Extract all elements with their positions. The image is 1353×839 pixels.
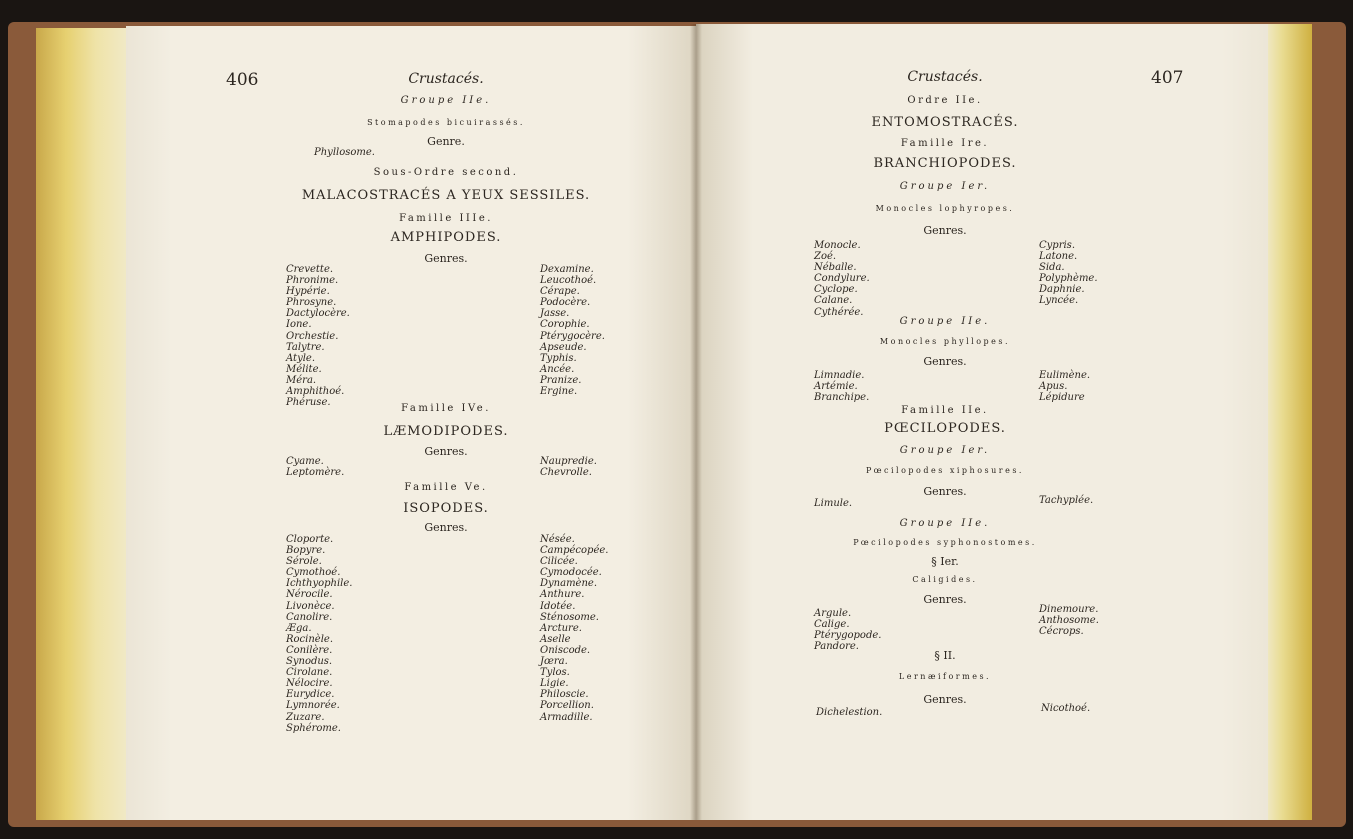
genus-list-right (540, 264, 605, 397)
subgroup-heading: Stomapodes bicuirassés. (367, 118, 525, 127)
list-item: Ptérygopode. (814, 630, 882, 642)
list-item: Ligie. (540, 678, 569, 690)
list-item: Lépidure (1039, 392, 1085, 404)
list-item: Cyclope. (814, 284, 858, 296)
group-heading: Groupe IIe. (400, 95, 492, 106)
list-item: Philoscie. (540, 689, 589, 701)
section-subheading: Caligides. (912, 575, 978, 584)
list-item: Æga. (286, 622, 312, 634)
genus-list-right (1039, 370, 1090, 403)
list-item: Sérole. (286, 556, 322, 568)
section-subheading: Lernæiformes. (898, 672, 992, 681)
genres-label: Genres. (923, 355, 967, 368)
list-item: Nélocire. (286, 678, 333, 690)
list-item: Atyle. (286, 352, 316, 364)
list-item: Eurydice. (286, 689, 335, 701)
list-item: Sténosome. (540, 611, 599, 623)
left-page-edges (36, 28, 136, 820)
list-item: Daphnie. (1039, 284, 1085, 296)
right-page (696, 24, 1268, 820)
list-item: Sphérome. (286, 722, 341, 734)
list-item: Néballe. (814, 262, 857, 274)
section-heading: § Ier. (931, 555, 959, 568)
list-item: Cythérée. (814, 306, 864, 318)
list-item: Porcellion. (540, 700, 594, 712)
list-item: Apseude. (540, 341, 587, 353)
list-item: Amphithoé. (286, 386, 345, 398)
genus-list-left (286, 456, 344, 478)
list-item: Dinemoure. (1039, 604, 1099, 615)
family-title: ISOPODES. (403, 501, 489, 516)
list-item: Condylure. (814, 273, 870, 285)
list-item: Bopyre. (286, 545, 326, 557)
list-item: Phrosyne. (286, 297, 337, 309)
list-item: Rocinèle. (286, 633, 334, 645)
list-item: Idotée. (540, 600, 576, 612)
genus-list-right (540, 456, 597, 478)
list-item: Cirolane. (286, 667, 333, 679)
list-item: Arcture. (540, 622, 582, 634)
genres-label: Genres. (923, 693, 967, 706)
genus-list-right (1039, 495, 1093, 506)
list-item: Ione. (286, 319, 312, 331)
family-heading: Famille Ire. (900, 138, 990, 149)
list-item: Typhis. (540, 352, 577, 364)
page-number: 407 (1151, 68, 1184, 88)
subgroup-heading: Monocles lophyropes. (875, 204, 1015, 213)
list-item: Hypérie. (286, 286, 330, 298)
division-title: MALACOSTRACÉS A YEUX SESSILES. (301, 188, 591, 203)
group-heading: Groupe Ier. (899, 181, 991, 192)
genres-label: Genres. (923, 485, 967, 498)
list-item: Aselle (540, 633, 571, 645)
list-item: Lyncée. (1039, 295, 1079, 307)
running-head: Crustacés. (907, 69, 983, 85)
list-item: Conilère. (286, 644, 333, 656)
left-page (126, 26, 696, 820)
family-heading: Famille IIIe. (399, 213, 493, 224)
list-item: Crevette. (286, 264, 334, 275)
list-item: Cérape. (540, 286, 580, 298)
family-heading: Famille Ve. (404, 482, 488, 493)
list-item: Ichthyophile. (286, 578, 353, 590)
genus-name: Phyllosome. (314, 147, 375, 158)
list-item: Zoé. (814, 251, 837, 263)
list-item: Sida. (1039, 262, 1065, 274)
list-item: Leptomère. (286, 467, 345, 479)
list-item: Canolire. (286, 611, 333, 623)
list-item: Oniscode. (540, 644, 591, 656)
list-item: Ancée. (540, 363, 575, 375)
list-item: Orchestie. (286, 330, 339, 342)
order-heading: Ordre IIe. (907, 95, 983, 106)
list-item: Naupredie. (540, 456, 597, 467)
list-item: Pranize. (540, 374, 582, 386)
list-item: Tachyplée. (1039, 495, 1094, 506)
list-item: Dactylocère. (286, 308, 350, 320)
list-item: Artémie. (814, 381, 858, 393)
genus-list-left (814, 498, 852, 509)
list-item: Ptérygocère. (540, 330, 605, 342)
list-item: Cilicée. (540, 556, 578, 568)
list-item: Nicothoé. (1041, 703, 1091, 714)
family-title: PŒCILOPODES. (884, 421, 1006, 436)
list-item: Chevrolle. (540, 467, 592, 479)
list-item: Nésée. (540, 534, 575, 545)
list-item: Cloporte. (286, 534, 334, 545)
family-title: AMPHIPODES. (390, 230, 502, 245)
family-heading: Famille IVe. (401, 403, 491, 414)
list-item: Anthosome. (1039, 615, 1099, 627)
genus-list-left (814, 240, 870, 318)
list-item: Leucothoé. (540, 275, 597, 287)
order-title: ENTOMOSTRACÉS. (871, 115, 1019, 130)
list-item: Méra. (286, 374, 317, 386)
list-item: Armadille. (540, 711, 593, 723)
list-item: Cymodocée. (540, 567, 602, 579)
list-item: Monocle. (814, 240, 861, 251)
list-item: Argule. (814, 608, 852, 619)
section-heading: § II. (934, 649, 956, 662)
family-heading: Famille IIe. (901, 405, 989, 416)
list-item: Jasse. (540, 308, 570, 320)
list-item: Cécrops. (1039, 626, 1084, 638)
list-item: Tylos. (540, 667, 570, 679)
list-item: Synodus. (286, 656, 333, 668)
genus-list-left (286, 534, 352, 734)
list-item: Cypris. (1039, 240, 1075, 251)
page-number: 406 (226, 70, 259, 90)
list-item: Corophie. (540, 319, 590, 331)
list-item: Zuzare. (286, 711, 325, 723)
genus-list-left (814, 608, 881, 652)
list-item: Calige. (814, 619, 850, 631)
subgroup-heading: Pœcilopodes xiphosures. (866, 466, 1024, 475)
list-item: Dichelestion. (816, 707, 883, 718)
list-item: Campécopée. (540, 545, 609, 557)
right-page-edges (1262, 24, 1312, 820)
family-title: LÆMODIPODES. (383, 424, 509, 439)
list-item: Latone. (1039, 251, 1078, 263)
list-item: Dexamine. (540, 264, 594, 275)
genus-list-right (1039, 604, 1099, 637)
genus-list-right (540, 534, 608, 723)
genres-label: Genres. (424, 445, 468, 458)
list-item: Phronime. (286, 275, 339, 287)
group-heading: Groupe IIe. (899, 518, 991, 529)
list-item: Anthure. (540, 589, 585, 601)
genus-list-right (1039, 240, 1098, 307)
list-item: Phéruse. (286, 397, 331, 409)
suborder-heading: Sous-Ordre second. (373, 167, 519, 178)
genus-list-left (816, 707, 882, 718)
list-item: Calane. (814, 295, 853, 307)
list-item: Dynamène. (540, 578, 598, 590)
list-item: Cyame. (286, 456, 324, 467)
list-item: Jœra. (540, 656, 568, 668)
list-item: Talytre. (286, 341, 325, 353)
genus-list-right (1041, 703, 1090, 714)
list-item: Livonèce. (286, 600, 335, 612)
list-item: Lymnorée. (286, 700, 340, 712)
list-item: Pandore. (814, 641, 859, 653)
list-item: Cymothoé. (286, 567, 341, 579)
running-head: Crustacés. (408, 71, 484, 87)
book-gutter (690, 24, 702, 820)
genre-label: Genre. (427, 135, 465, 148)
list-item: Apus. (1039, 381, 1068, 393)
genres-label: Genres. (424, 521, 468, 534)
subgroup-heading: Monocles phyllopes. (879, 337, 1011, 346)
list-item: Limule. (814, 498, 853, 509)
genus-list-left (814, 370, 869, 403)
list-item: Podocère. (540, 297, 591, 309)
list-item: Limnadie. (814, 370, 865, 381)
genus-list-left (286, 264, 350, 408)
list-item: Branchipe. (814, 392, 870, 404)
genres-label: Genres. (424, 252, 468, 265)
genres-label: Genres. (923, 593, 967, 606)
group-heading: Groupe Ier. (899, 445, 991, 456)
list-item: Eulimène. (1039, 370, 1091, 381)
genres-label: Genres. (923, 224, 967, 237)
subgroup-heading: Pœcilopodes syphonostomes. (853, 538, 1037, 547)
group-heading: Groupe IIe. (899, 316, 991, 327)
family-title: BRANCHIOPODES. (873, 156, 1017, 171)
list-item: Nérocile. (286, 589, 333, 601)
list-item: Mélite. (286, 363, 322, 375)
list-item: Polyphème. (1039, 273, 1098, 285)
list-item: Ergine. (540, 386, 578, 398)
